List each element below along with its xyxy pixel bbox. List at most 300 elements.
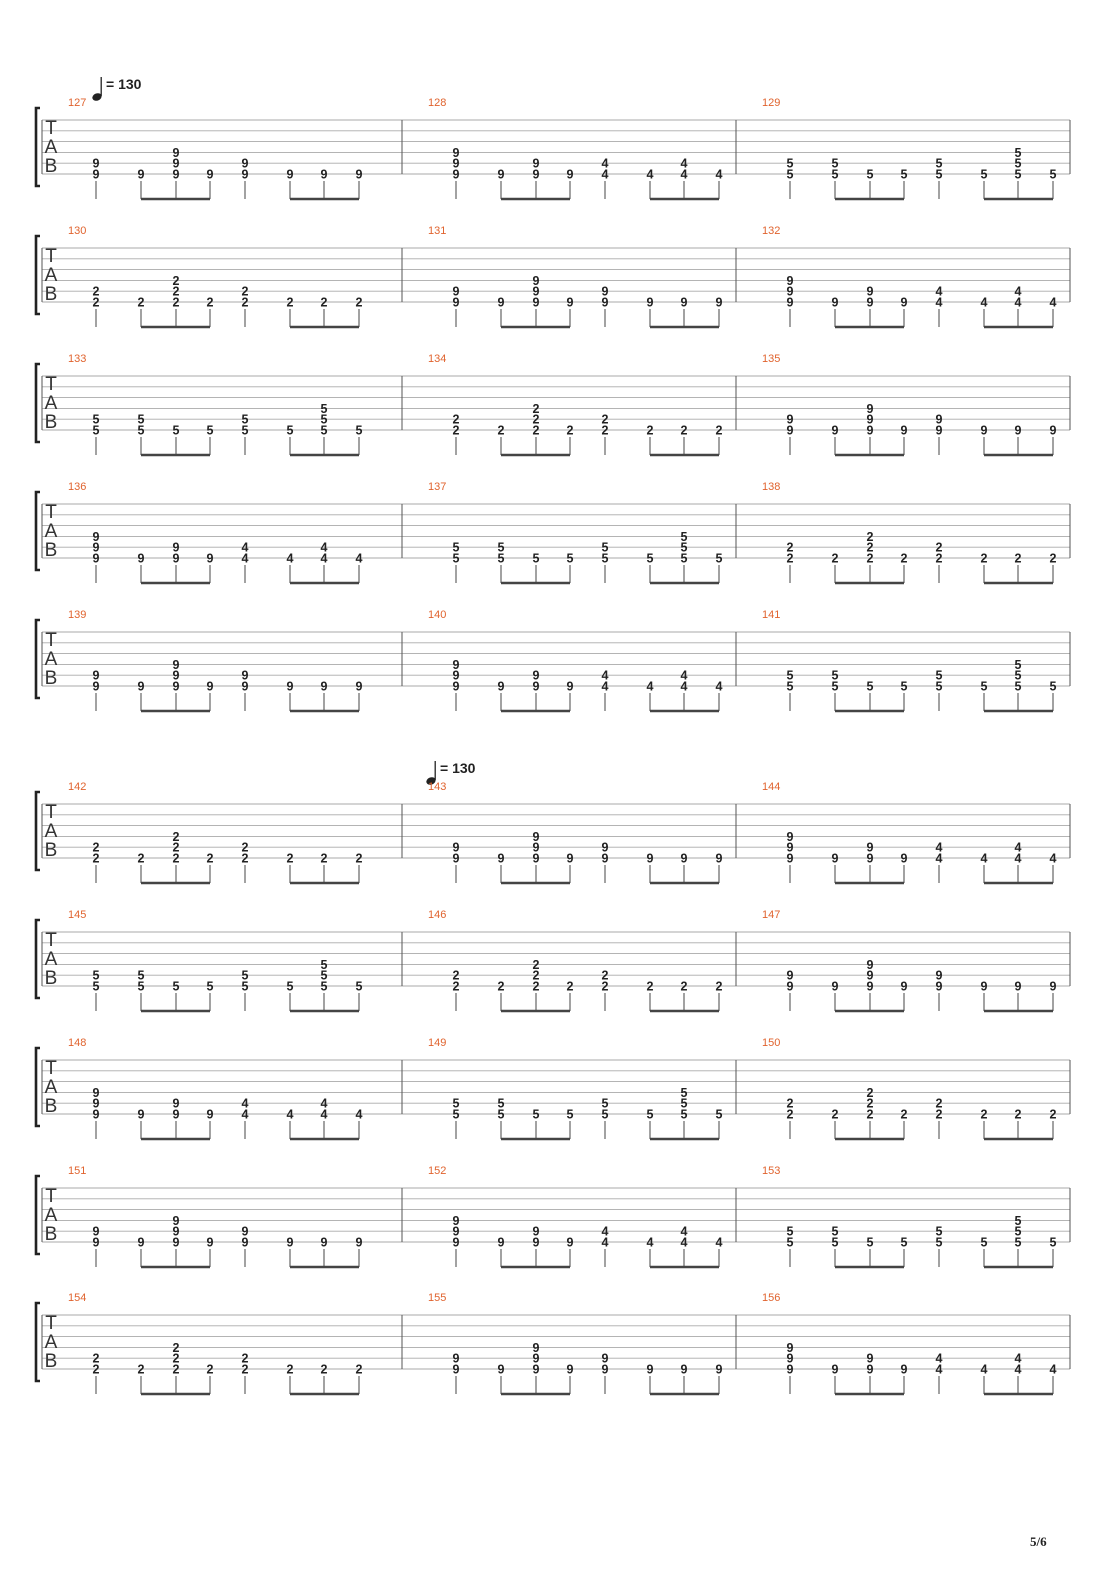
fret-number: 2 bbox=[935, 551, 943, 566]
fret-number: 5 bbox=[866, 167, 874, 182]
note-event bbox=[242, 669, 249, 711]
note-event bbox=[901, 851, 908, 883]
note-event bbox=[936, 1225, 943, 1267]
fret-number: 4 bbox=[680, 1224, 688, 1239]
fret-number: 2 bbox=[532, 979, 540, 994]
fret-number: 9 bbox=[866, 979, 874, 994]
fret-number: 4 bbox=[241, 1096, 249, 1111]
note-event bbox=[602, 157, 609, 199]
fret-number: 9 bbox=[1049, 423, 1057, 438]
fret-number: 2 bbox=[137, 1362, 145, 1377]
fret-number: 4 bbox=[601, 679, 609, 694]
fret-number: 9 bbox=[92, 156, 100, 171]
note-event bbox=[321, 402, 328, 455]
tab-clef-letter: B bbox=[44, 1351, 58, 1372]
fret-number: 5 bbox=[866, 1235, 874, 1250]
note-event bbox=[498, 541, 505, 583]
note-event bbox=[242, 1225, 249, 1267]
note-event bbox=[832, 551, 839, 583]
note-event bbox=[647, 551, 654, 583]
note-event bbox=[207, 851, 214, 883]
fret-number: 5 bbox=[601, 551, 609, 566]
note-event bbox=[602, 413, 609, 455]
fret-number: 9 bbox=[566, 679, 574, 694]
tab-clef-letter: A bbox=[44, 265, 58, 286]
note-event bbox=[356, 1362, 363, 1394]
note-event bbox=[602, 841, 609, 883]
note-event bbox=[567, 423, 574, 455]
measure-number: 144 bbox=[762, 781, 781, 793]
note-event bbox=[533, 551, 540, 583]
fret-number: 5 bbox=[355, 423, 363, 438]
fret-number: 5 bbox=[172, 423, 180, 438]
fret-number: 5 bbox=[92, 968, 100, 983]
note-event bbox=[867, 1086, 874, 1139]
fret-number: 9 bbox=[786, 840, 794, 855]
note-event bbox=[647, 979, 654, 1011]
tab-clef-letter: B bbox=[44, 284, 58, 305]
fret-number: 2 bbox=[601, 979, 609, 994]
fret-number: 5 bbox=[1014, 167, 1022, 182]
fret-number: 9 bbox=[1014, 423, 1022, 438]
note-event bbox=[207, 979, 214, 1011]
note-event bbox=[93, 530, 100, 583]
tab-clef-letter: A bbox=[44, 821, 58, 842]
note-event bbox=[981, 423, 988, 455]
fret-number: 2 bbox=[980, 1107, 988, 1122]
note-event bbox=[787, 1097, 794, 1139]
tab-system bbox=[36, 225, 1070, 327]
tab-clef-letter: A bbox=[44, 1077, 58, 1098]
fret-number: 5 bbox=[206, 979, 214, 994]
fret-number: 2 bbox=[92, 851, 100, 866]
fret-number: 9 bbox=[980, 979, 988, 994]
fret-number: 9 bbox=[786, 423, 794, 438]
fret-number: 9 bbox=[92, 1085, 100, 1100]
fret-number: 4 bbox=[680, 156, 688, 171]
note-event bbox=[498, 679, 505, 711]
fret-number: 5 bbox=[286, 423, 294, 438]
fret-number: 2 bbox=[831, 1107, 839, 1122]
fret-number: 5 bbox=[980, 679, 988, 694]
note-event bbox=[321, 541, 328, 583]
measure-number: 147 bbox=[762, 909, 781, 921]
fret-number: 4 bbox=[355, 1107, 363, 1122]
fret-number: 5 bbox=[320, 401, 328, 416]
note-event bbox=[901, 1235, 908, 1267]
fret-number: 2 bbox=[137, 851, 145, 866]
note-event bbox=[647, 423, 654, 455]
measure bbox=[68, 481, 363, 583]
fret-number: 5 bbox=[1014, 657, 1022, 672]
fret-number: 9 bbox=[137, 167, 145, 182]
measure-number: 151 bbox=[68, 1165, 87, 1177]
note-event bbox=[533, 958, 540, 1011]
tab-clef-letter: A bbox=[44, 949, 58, 970]
note-event bbox=[832, 669, 839, 711]
fret-number: 4 bbox=[320, 540, 328, 555]
fret-number: 5 bbox=[715, 1107, 723, 1122]
fret-number: 5 bbox=[935, 1224, 943, 1239]
fret-number: 9 bbox=[532, 668, 540, 683]
fret-number: 9 bbox=[866, 401, 874, 416]
measure bbox=[68, 1165, 363, 1267]
fret-number: 9 bbox=[92, 679, 100, 694]
fret-number: 9 bbox=[786, 412, 794, 427]
fret-number: 2 bbox=[172, 851, 180, 866]
tab-clef-letter: A bbox=[44, 649, 58, 670]
fret-number: 9 bbox=[566, 1362, 574, 1377]
fret-number: 4 bbox=[1014, 840, 1022, 855]
note-event bbox=[1015, 146, 1022, 199]
fret-number: 9 bbox=[92, 668, 100, 683]
measure bbox=[428, 1292, 723, 1394]
fret-number: 5 bbox=[566, 1107, 574, 1122]
fret-number: 9 bbox=[831, 423, 839, 438]
fret-number: 9 bbox=[452, 1235, 460, 1250]
measure bbox=[68, 97, 363, 199]
note-event bbox=[498, 423, 505, 455]
fret-number: 5 bbox=[497, 551, 505, 566]
fret-number: 2 bbox=[452, 968, 460, 983]
fret-number: 9 bbox=[137, 1107, 145, 1122]
fret-number: 5 bbox=[935, 167, 943, 182]
fret-number: 9 bbox=[320, 167, 328, 182]
fret-number: 9 bbox=[355, 679, 363, 694]
note-event bbox=[1015, 1107, 1022, 1139]
fret-number: 9 bbox=[497, 1362, 505, 1377]
system-bracket bbox=[36, 1048, 40, 1126]
fret-number: 5 bbox=[497, 1096, 505, 1111]
note-event bbox=[93, 969, 100, 1011]
fret-number: 5 bbox=[92, 412, 100, 427]
measure-number: 141 bbox=[762, 609, 781, 621]
fret-number: 4 bbox=[980, 851, 988, 866]
measure bbox=[68, 781, 363, 883]
fret-number: 2 bbox=[715, 423, 723, 438]
measure-number: 138 bbox=[762, 481, 781, 493]
note-event bbox=[533, 830, 540, 883]
fret-number: 4 bbox=[935, 1362, 943, 1377]
fret-number: 9 bbox=[206, 679, 214, 694]
note-event bbox=[787, 830, 794, 883]
fret-number: 9 bbox=[452, 145, 460, 160]
fret-number: 9 bbox=[646, 295, 654, 310]
fret-number: 9 bbox=[172, 1107, 180, 1122]
tab-clef-letter: B bbox=[44, 540, 58, 561]
fret-number: 2 bbox=[241, 284, 249, 299]
fret-number: 5 bbox=[172, 979, 180, 994]
fret-number: 9 bbox=[786, 851, 794, 866]
measure-number: 142 bbox=[68, 781, 87, 793]
note-event bbox=[453, 1352, 460, 1394]
note-event bbox=[567, 167, 574, 199]
fret-number: 2 bbox=[900, 1107, 908, 1122]
measure-number: 143 bbox=[428, 781, 447, 793]
fret-number: 9 bbox=[206, 167, 214, 182]
fret-number: 2 bbox=[241, 840, 249, 855]
note-event bbox=[321, 295, 328, 327]
fret-number: 9 bbox=[137, 551, 145, 566]
note-event bbox=[93, 1225, 100, 1267]
note-event bbox=[901, 423, 908, 455]
note-event bbox=[533, 157, 540, 199]
fret-number: 5 bbox=[680, 540, 688, 555]
measure bbox=[428, 97, 723, 199]
note-event bbox=[936, 969, 943, 1011]
fret-number: 9 bbox=[286, 1235, 294, 1250]
note-event bbox=[1050, 1107, 1057, 1139]
fret-number: 5 bbox=[320, 412, 328, 427]
fret-number: 9 bbox=[137, 679, 145, 694]
measure bbox=[428, 225, 723, 327]
fret-number: 5 bbox=[1049, 679, 1057, 694]
fret-number: 9 bbox=[532, 1235, 540, 1250]
measure-number: 146 bbox=[428, 909, 447, 921]
note-event bbox=[981, 851, 988, 883]
fret-number: 5 bbox=[786, 156, 794, 171]
fret-number: 2 bbox=[532, 968, 540, 983]
note-event bbox=[602, 1097, 609, 1139]
fret-number: 4 bbox=[1014, 1362, 1022, 1377]
note-event bbox=[1050, 1235, 1057, 1267]
fret-number: 4 bbox=[715, 679, 723, 694]
note-event bbox=[93, 841, 100, 883]
fret-number: 5 bbox=[497, 540, 505, 555]
fret-number: 9 bbox=[172, 1235, 180, 1250]
fret-number: 5 bbox=[452, 1107, 460, 1122]
tab-clef-letter: T bbox=[45, 374, 57, 395]
measure bbox=[428, 353, 723, 455]
fret-number: 9 bbox=[532, 295, 540, 310]
fret-number: 5 bbox=[786, 668, 794, 683]
note-event bbox=[356, 551, 363, 583]
note-event bbox=[867, 285, 874, 327]
fret-number: 9 bbox=[92, 529, 100, 544]
fret-number: 4 bbox=[680, 1235, 688, 1250]
note-event bbox=[138, 551, 145, 583]
measure-number: 134 bbox=[428, 353, 447, 365]
note-event bbox=[787, 1225, 794, 1267]
note-event bbox=[681, 851, 688, 883]
fret-number: 2 bbox=[866, 1107, 874, 1122]
tempo-value: = 130 bbox=[106, 76, 142, 92]
fret-number: 9 bbox=[532, 851, 540, 866]
note-event bbox=[647, 1107, 654, 1139]
fret-number: 9 bbox=[172, 156, 180, 171]
note-event bbox=[453, 969, 460, 1011]
note-event bbox=[207, 167, 214, 199]
fret-number: 4 bbox=[980, 1362, 988, 1377]
fret-number: 9 bbox=[172, 668, 180, 683]
measure bbox=[428, 1165, 723, 1267]
fret-number: 5 bbox=[900, 679, 908, 694]
tab-clef-letter: A bbox=[44, 1332, 58, 1353]
fret-number: 5 bbox=[286, 979, 294, 994]
note-event bbox=[567, 851, 574, 883]
note-event bbox=[787, 969, 794, 1011]
fret-number: 9 bbox=[452, 1351, 460, 1366]
fret-number: 4 bbox=[355, 551, 363, 566]
fret-number: 9 bbox=[497, 295, 505, 310]
fret-number: 5 bbox=[1014, 145, 1022, 160]
fret-number: 2 bbox=[355, 851, 363, 866]
note-event bbox=[173, 1214, 180, 1267]
fret-number: 4 bbox=[935, 284, 943, 299]
note-event bbox=[93, 157, 100, 199]
note-event bbox=[647, 851, 654, 883]
fret-number: 2 bbox=[980, 551, 988, 566]
fret-number: 2 bbox=[172, 1340, 180, 1355]
fret-number: 9 bbox=[715, 295, 723, 310]
fret-number: 9 bbox=[532, 284, 540, 299]
note-event bbox=[498, 851, 505, 883]
note-event bbox=[1050, 167, 1057, 199]
note-event bbox=[1015, 1352, 1022, 1394]
fret-number: 5 bbox=[680, 551, 688, 566]
note-event bbox=[321, 1235, 328, 1267]
fret-number: 9 bbox=[92, 1224, 100, 1239]
note-event bbox=[832, 1107, 839, 1139]
note-event bbox=[242, 1352, 249, 1394]
fret-number: 2 bbox=[172, 273, 180, 288]
fret-number: 5 bbox=[980, 167, 988, 182]
note-event bbox=[681, 1225, 688, 1267]
note-event bbox=[681, 669, 688, 711]
fret-number: 4 bbox=[980, 295, 988, 310]
fret-number: 9 bbox=[935, 423, 943, 438]
fret-number: 9 bbox=[497, 1235, 505, 1250]
note-event bbox=[93, 1352, 100, 1394]
measure bbox=[428, 781, 723, 883]
fret-number: 9 bbox=[866, 840, 874, 855]
measure-number: 156 bbox=[762, 1292, 781, 1304]
fret-number: 2 bbox=[532, 957, 540, 972]
fret-number: 5 bbox=[1049, 1235, 1057, 1250]
fret-number: 2 bbox=[866, 529, 874, 544]
fret-number: 9 bbox=[866, 851, 874, 866]
note-event bbox=[453, 1214, 460, 1267]
note-event bbox=[936, 1097, 943, 1139]
fret-number: 4 bbox=[1049, 1362, 1057, 1377]
tab-clef-letter: T bbox=[45, 502, 57, 523]
fret-number: 4 bbox=[241, 551, 249, 566]
note-event bbox=[981, 1107, 988, 1139]
note-event bbox=[787, 541, 794, 583]
fret-number: 9 bbox=[866, 423, 874, 438]
note-event bbox=[832, 157, 839, 199]
fret-number: 2 bbox=[241, 1351, 249, 1366]
fret-number: 5 bbox=[497, 1107, 505, 1122]
fret-number: 9 bbox=[601, 284, 609, 299]
note-event bbox=[901, 979, 908, 1011]
fret-number: 4 bbox=[601, 167, 609, 182]
fret-number: 2 bbox=[241, 851, 249, 866]
fret-number: 5 bbox=[452, 551, 460, 566]
note-event bbox=[567, 1362, 574, 1394]
fret-number: 9 bbox=[601, 1351, 609, 1366]
fret-number: 9 bbox=[206, 1107, 214, 1122]
system-bracket bbox=[36, 1176, 40, 1254]
measure-number: 145 bbox=[68, 909, 87, 921]
fret-number: 9 bbox=[786, 829, 794, 844]
note-event bbox=[981, 295, 988, 327]
fret-number: 5 bbox=[786, 167, 794, 182]
tab-clef-letter: B bbox=[44, 156, 58, 177]
fret-number: 2 bbox=[601, 423, 609, 438]
fret-number: 2 bbox=[601, 968, 609, 983]
fret-number: 2 bbox=[320, 851, 328, 866]
fret-number: 9 bbox=[452, 1362, 460, 1377]
note-event bbox=[981, 679, 988, 711]
note-event bbox=[936, 285, 943, 327]
note-event bbox=[716, 851, 723, 883]
fret-number: 9 bbox=[320, 679, 328, 694]
measure-number: 152 bbox=[428, 1165, 447, 1177]
note-event bbox=[1050, 679, 1057, 711]
fret-number: 2 bbox=[786, 540, 794, 555]
fret-number: 9 bbox=[532, 1351, 540, 1366]
page-number: 5/6 bbox=[1030, 1534, 1047, 1549]
note-event bbox=[356, 167, 363, 199]
fret-number: 4 bbox=[646, 167, 654, 182]
fret-number: 9 bbox=[601, 851, 609, 866]
measure bbox=[68, 909, 363, 1011]
note-event bbox=[832, 1225, 839, 1267]
fret-number: 5 bbox=[831, 668, 839, 683]
fret-number: 9 bbox=[786, 284, 794, 299]
fret-number: 4 bbox=[601, 668, 609, 683]
fret-number: 9 bbox=[497, 679, 505, 694]
fret-number: 9 bbox=[786, 1351, 794, 1366]
tempo-value: = 130 bbox=[440, 760, 476, 776]
note-event bbox=[138, 1362, 145, 1394]
fret-number: 9 bbox=[532, 1340, 540, 1355]
note-event bbox=[1015, 423, 1022, 455]
fret-number: 4 bbox=[601, 1235, 609, 1250]
note-event bbox=[901, 295, 908, 327]
fret-number: 9 bbox=[786, 273, 794, 288]
note-event bbox=[93, 1086, 100, 1139]
note-event bbox=[716, 679, 723, 711]
fret-number: 9 bbox=[1049, 979, 1057, 994]
note-event bbox=[936, 841, 943, 883]
note-event bbox=[602, 1225, 609, 1267]
note-event bbox=[867, 841, 874, 883]
fret-number: 5 bbox=[866, 679, 874, 694]
fret-number: 9 bbox=[452, 668, 460, 683]
fret-number: 5 bbox=[92, 423, 100, 438]
fret-number: 9 bbox=[92, 540, 100, 555]
note-event bbox=[498, 1235, 505, 1267]
note-event bbox=[242, 1097, 249, 1139]
measure bbox=[428, 1037, 723, 1139]
note-event bbox=[602, 669, 609, 711]
note-event bbox=[356, 979, 363, 1011]
note-event bbox=[681, 979, 688, 1011]
fret-number: 9 bbox=[286, 167, 294, 182]
fret-number: 5 bbox=[206, 423, 214, 438]
note-event bbox=[287, 1362, 294, 1394]
fret-number: 4 bbox=[1014, 284, 1022, 299]
fret-number: 5 bbox=[601, 1107, 609, 1122]
note-event bbox=[356, 1107, 363, 1139]
note-event bbox=[453, 1097, 460, 1139]
fret-number: 2 bbox=[452, 979, 460, 994]
system-bracket bbox=[36, 620, 40, 698]
fret-number: 9 bbox=[715, 1362, 723, 1377]
fret-number: 4 bbox=[286, 551, 294, 566]
